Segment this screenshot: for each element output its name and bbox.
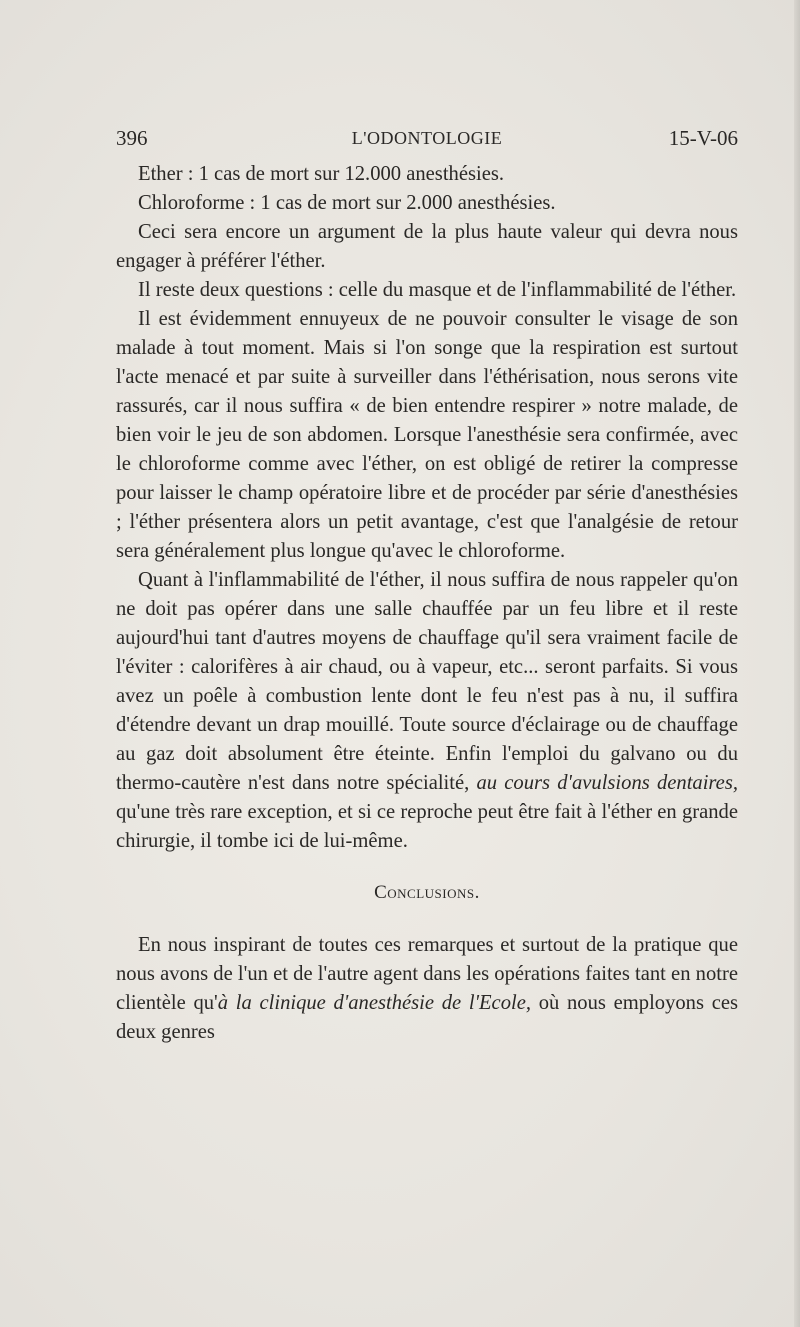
paragraph-mask: Il est évidemment ennuyeux de ne pouvoir consulter le visage de son malade à tout moment. Mais si l'on songe que la respiration est surtout l'acte menacé et par suite à surveiller dans l'éthérisation, nous serons vite rassurés, car il nous suffira « de bien entendre respirer » notre malade, de bien voir le jeu de son abdomen. Lorsque l'anesthésie sera confirmée, avec le chloroforme comme avec l'éther, on est obligé de retirer la compresse pour laisser le champ opératoire libre et de procéder par série d'anesthésies ; l'éther présentera alors un petit avantage, c'est que l'analgésie de retour sera généralement plus longue qu'avec le chloroforme. xyxy=(116,308,738,562)
text-run: où nous employons ces deux genres xyxy=(116,992,738,1043)
text-run: qu'une très rare exception, et si ce reproche peut être fait à l'éther en grande chirurgie, il tombe ici de lui-même. xyxy=(116,801,738,852)
paragraph-ether-stat: Ether : 1 cas de mort sur 12.000 anesthésies. xyxy=(138,163,505,185)
text-run: En nous inspirant de toutes ces remarques et surtout de la pratique que nous avons de l'un et de l'autre agent dans les opérations faites tant en notre clientèle qu' xyxy=(116,934,738,1014)
running-title: L'ODONTOLOGIE xyxy=(351,128,503,148)
paragraph-argument: Ceci sera encore un argument de la plus haute valeur qui devra nous engager à préférer l'éther. xyxy=(116,221,738,272)
section-heading: Conclusions. xyxy=(374,882,480,903)
italic-run: au cours d'avulsions dentaires, xyxy=(476,772,738,794)
page-header xyxy=(116,126,738,156)
page-edge xyxy=(794,0,800,1327)
paragraph-chloroform-stat: Chloroforme : 1 cas de mort sur 2.000 anesthésies. xyxy=(138,192,556,214)
page-body xyxy=(116,160,738,1047)
italic-run: à la clinique d'anesthésie de l'Ecole, xyxy=(217,992,532,1014)
paragraph-conclusions xyxy=(116,931,738,1047)
issue-date: 15-V-06 xyxy=(668,126,738,150)
text-run: Quant à l'inflammabilité de l'éther, il nous suffira de nous rappeler qu'on ne doit pas opérer dans une salle chauffée par un feu libre et il reste aujourd'hui tant d'autres moyens de chauffage qu'il sera vraiment facile de l'éviter : calorifères à air chaud, ou à vapeur, etc... seront parfaits. Si vous avez un poêle à combustion lente dont le feu n'est pas à nu, il suffira d'étendre devant un drap mouillé. Toute source d'éclairage ou de chauffage au gaz doit absolument être éteinte. Enfin l'emploi du galvano ou du thermo-cautère n'est dans notre spécialité, xyxy=(116,569,738,794)
paragraph-inflammability xyxy=(116,566,738,856)
paragraph-questions: Il reste deux questions : celle du masque et de l'inflammabilité de l'éther. xyxy=(138,279,737,301)
page-number: 396 xyxy=(116,126,148,150)
